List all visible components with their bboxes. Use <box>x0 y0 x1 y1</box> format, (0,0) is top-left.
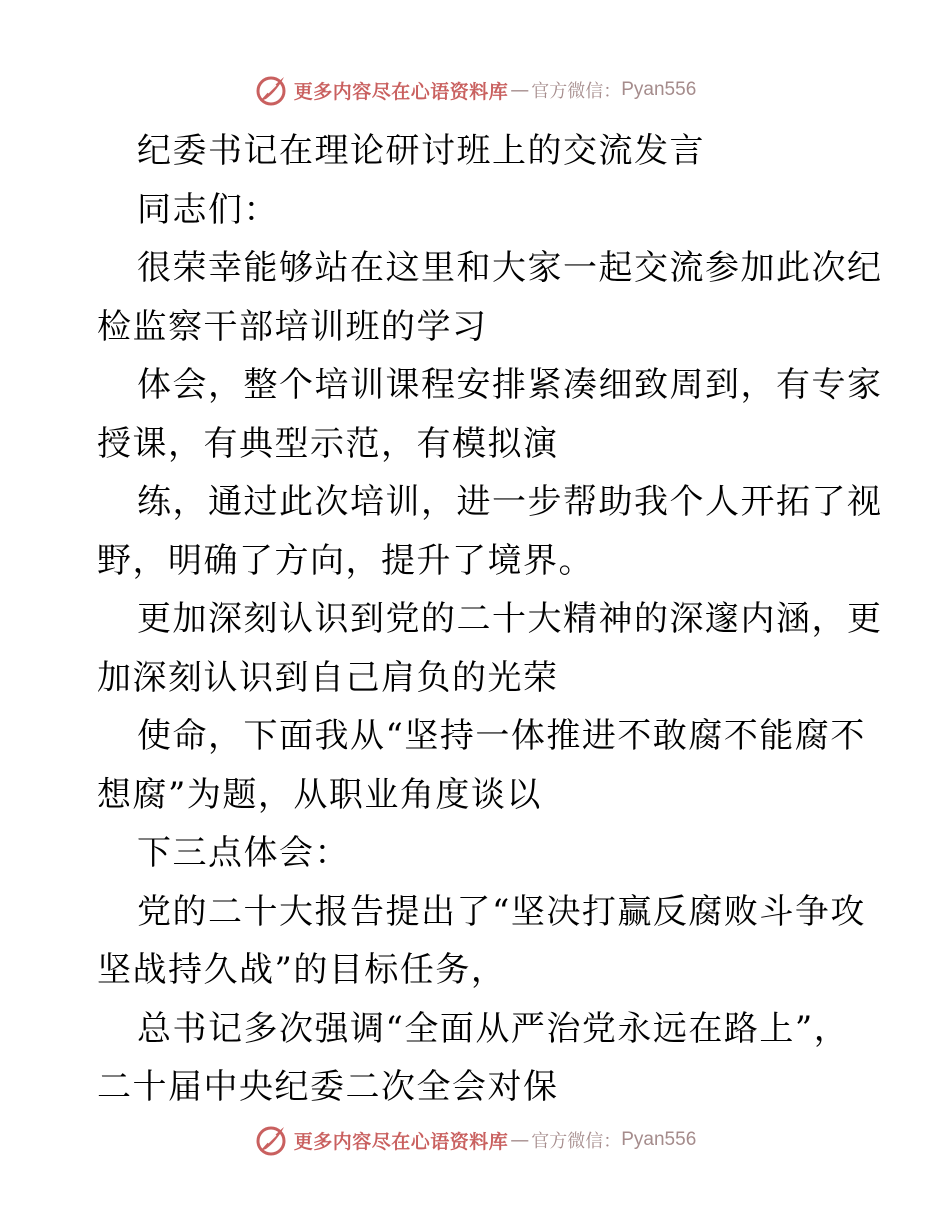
text-line: 下三点体会： <box>137 833 350 873</box>
quill-logo-icon <box>254 73 288 107</box>
text-line: 很荣幸能够站在这里和大家一起交流参加此次纪 <box>137 248 883 288</box>
watermark-sub-text: 官方微信： <box>531 1131 622 1152</box>
watermark-id-text: Pyan556 <box>621 1129 697 1150</box>
text-line: 练，通过此次培训，进一步帮助我个人开拓了视 <box>137 482 883 522</box>
text-line: 同志们： <box>137 189 279 230</box>
text-line: 纪委书记在理论研讨班上的交流发言 <box>137 131 705 171</box>
watermark-id-text: Pyan556 <box>621 79 697 100</box>
text-line: 使命，下面我从“坚持一体推进不敢腐不能腐不 <box>137 716 866 756</box>
text-line: 加深刻认识到自己肩负的光荣 <box>97 657 559 698</box>
text-line: 更加深刻认识到党的二十大精神的深邃内涵，更 <box>137 599 883 639</box>
document-body <box>97 122 883 1117</box>
watermark-separator: — <box>510 1129 530 1151</box>
text-line: 体会，整个培训课程安排紧凑细致周到，有专家 <box>137 365 883 405</box>
text-line: 坚战持久战”的目标任务， <box>97 950 507 990</box>
text-line: 想腐”为题，从职业角度谈以 <box>97 774 542 815</box>
text-line: 检监察干部培训班的学习 <box>97 306 488 347</box>
watermark-main-text: 更多内容尽在心语资料库 <box>293 1130 509 1153</box>
text-line: 二十届中央纪委二次全会对保 <box>97 1067 559 1107</box>
text-line: 党的二十大报告提出了“坚决打赢反腐败斗争攻 <box>137 891 866 932</box>
text-line: 授课，有典型示范，有模拟演 <box>97 423 559 464</box>
quill-logo-icon <box>254 1123 288 1157</box>
footer-watermark <box>0 1120 950 1160</box>
header-watermark <box>0 70 950 110</box>
watermark-sub-text: 官方微信： <box>531 81 622 102</box>
text-line: 野，明确了方向，提升了境界。 <box>97 540 594 581</box>
watermark-separator: — <box>510 79 530 101</box>
watermark-main-text: 更多内容尽在心语资料库 <box>293 80 509 103</box>
text-line: 总书记多次强调“全面从严治党永远在路上”， <box>137 1008 850 1049</box>
